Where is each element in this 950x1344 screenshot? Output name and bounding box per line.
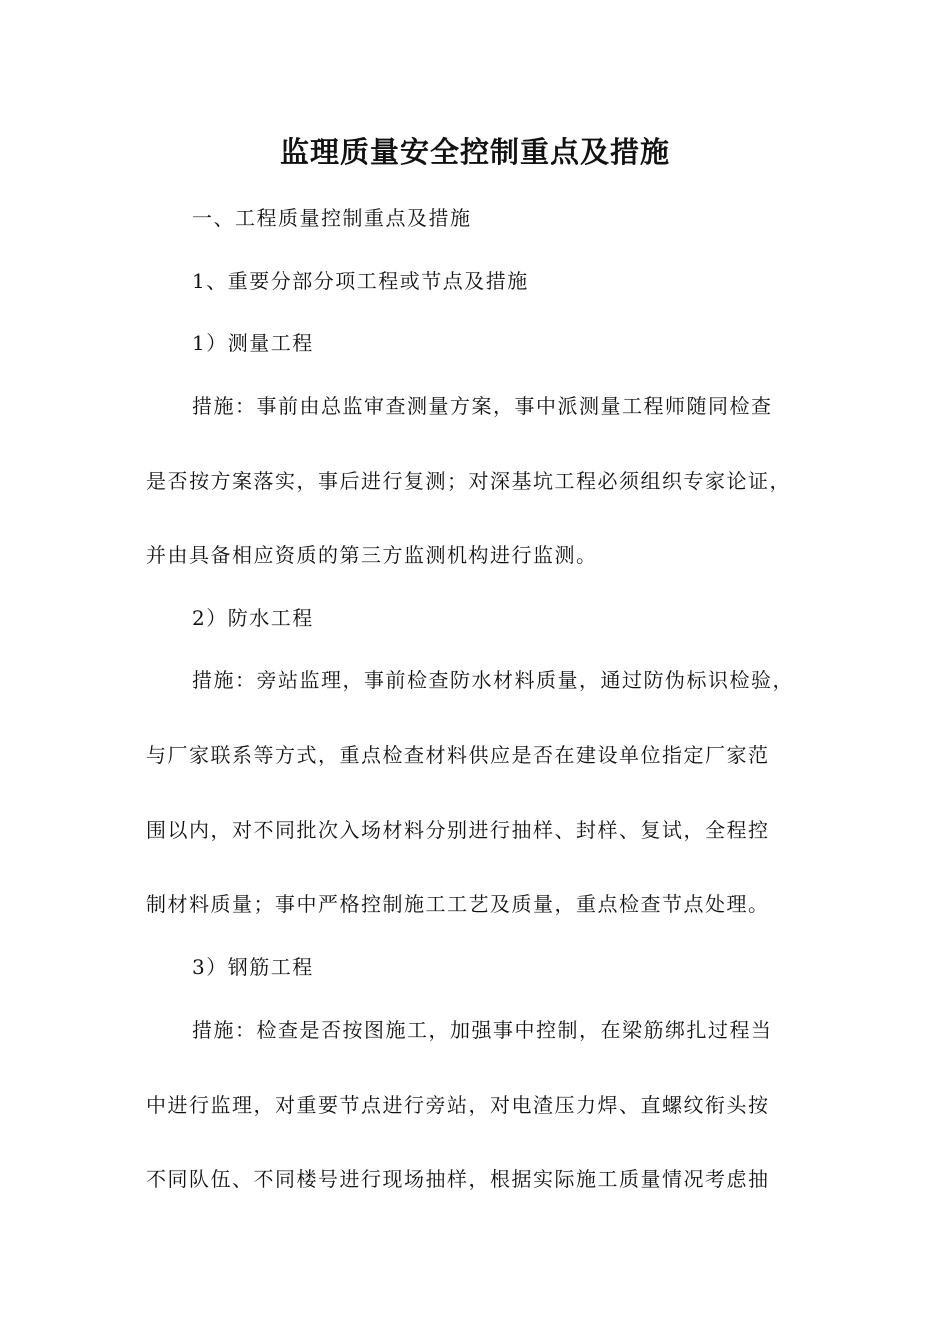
paragraph-line: 措施：事前由总监审查测量方案，事中派测量工程师随同检查 <box>192 394 773 418</box>
paragraph-line: 与厂家联系等方式，重点检查材料供应是否在建设单位指定厂家范 <box>146 743 770 767</box>
paragraph-line: 措施：旁站监理，事前检查防水材料质量，通过防伪标识检验， <box>192 668 794 692</box>
item-heading-rebar: 3）钢筋工程 <box>192 955 314 979</box>
paragraph-line: 不同队伍、不同楼号进行现场抽样，根据实际施工质量情况考虑抽 <box>146 1167 770 1191</box>
paragraph-line: 是否按方案落实，事后进行复测；对深基坑工程必须组织专家论证， <box>146 469 791 493</box>
item-heading-survey: 1）测量工程 <box>192 331 314 355</box>
paragraph-line: 中进行监理，对重要节点进行旁站，对电渣压力焊、直螺纹衔头按 <box>146 1093 770 1117</box>
paragraph-line: 围以内，对不同批次入场材料分别进行抽样、封样、复试，全程控 <box>146 818 770 842</box>
section-heading: 一、工程质量控制重点及措施 <box>192 206 472 230</box>
item-heading-waterproof: 2）防水工程 <box>192 606 314 630</box>
document-title: 监理质量安全控制重点及措施 <box>279 135 670 169</box>
paragraph-line: 制材料质量；事中严格控制施工工艺及质量，重点检查节点处理。 <box>146 892 770 916</box>
subsection-heading: 1、重要分部分项工程或节点及措施 <box>192 269 529 293</box>
paragraph-line: 措施：检查是否按图施工，加强事中控制，在梁筋绑扎过程当 <box>192 1018 773 1042</box>
paragraph-line: 并由具备相应资质的第三方监测机构进行监测。 <box>146 543 598 567</box>
